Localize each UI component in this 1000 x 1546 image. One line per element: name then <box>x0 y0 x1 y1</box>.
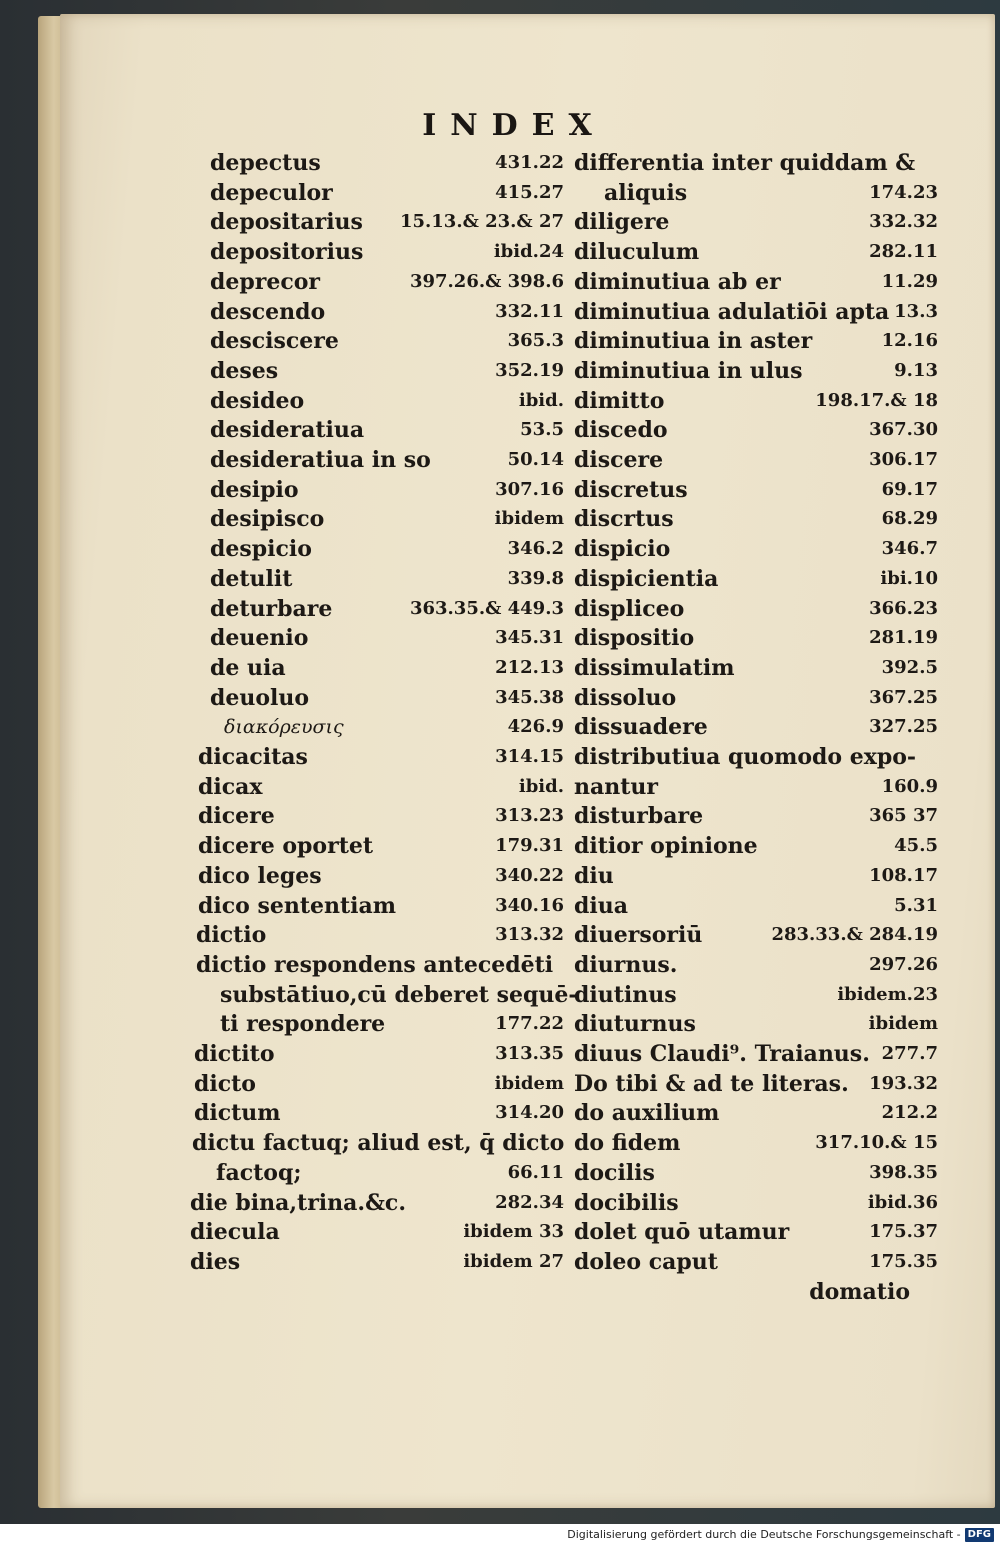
left-index-ref: ibid.24 <box>493 241 564 262</box>
dfg-logo: DFG <box>965 1528 994 1542</box>
left-index-term: dico leges <box>198 863 322 889</box>
left-index-term: desideratiua <box>210 417 365 443</box>
right-index-term: diligere <box>574 209 670 235</box>
left-index-ref: 397.26.& 398.6 <box>409 271 564 292</box>
left-index-ref: ibid. <box>518 776 564 797</box>
right-index-ref: 346.7 <box>881 538 938 559</box>
right-index-term: diu <box>574 863 614 889</box>
right-index-term: dissoluo <box>574 685 677 711</box>
left-index-term: dicacitas <box>198 744 308 770</box>
left-index-ref: 313.23 <box>495 805 564 826</box>
right-index-term: disturbare <box>574 803 704 829</box>
left-index-term: substātiuo,cū deberet sequē- <box>220 982 578 1008</box>
right-index-term: diua <box>574 893 628 919</box>
left-index-term: descendo <box>210 299 326 325</box>
right-index-term: dolet quō utamur <box>574 1219 790 1245</box>
right-index-ref: 283.33.& 284.19 <box>771 924 938 945</box>
right-index-term: doleo caput <box>574 1249 718 1275</box>
left-index-term: desipisco <box>210 506 325 532</box>
right-index-term: docibilis <box>574 1190 679 1216</box>
left-index-term: dicere <box>198 803 275 829</box>
right-index-ref: 198.17.& 18 <box>815 390 938 411</box>
right-index-ref: 5.31 <box>894 895 938 916</box>
right-index-term: diutinus <box>574 982 677 1008</box>
left-index-ref: 53.5 <box>520 419 564 440</box>
left-index-ref: 426.9 <box>507 716 564 737</box>
right-index-ref: 13.3 <box>894 301 938 322</box>
left-index-term: desipio <box>210 477 299 503</box>
left-index-term: dictito <box>194 1041 275 1067</box>
left-index-ref: 314.20 <box>495 1102 564 1123</box>
left-index-ref: 346.2 <box>507 538 564 559</box>
left-index-ref: ibid. <box>518 390 564 411</box>
right-index-term: diminutiua in ulus <box>574 358 803 384</box>
left-index-ref: 282.34 <box>495 1192 564 1213</box>
right-index-term: dissuadere <box>574 714 708 740</box>
left-index-ref: 340.22 <box>495 865 564 886</box>
left-index-term: desciscere <box>210 328 339 354</box>
right-index-ref: 297.26 <box>869 954 938 975</box>
right-index-term: aliquis <box>604 180 688 206</box>
left-index-term: deuoluo <box>210 685 310 711</box>
left-index-term: deprecor <box>210 269 321 295</box>
right-index-ref: 193.32 <box>869 1073 938 1094</box>
left-index-term: dictio respondens antecedēti <box>196 952 554 978</box>
right-index-ref: 332.32 <box>869 211 938 232</box>
left-index-term: dicax <box>198 774 263 800</box>
right-index-ref: ibi.10 <box>880 568 938 589</box>
left-index-term: depectus <box>210 150 321 176</box>
footer-text: Digitalisierung gefördert durch die Deutsche Forschungsgemeinschaft - <box>567 1528 961 1541</box>
left-index-term: dies <box>190 1249 241 1275</box>
right-index-term: docilis <box>574 1160 655 1186</box>
left-index-term: diecula <box>190 1219 280 1245</box>
right-index-ref: 367.30 <box>869 419 938 440</box>
right-index-ref: 160.9 <box>881 776 938 797</box>
left-index-term: deses <box>210 358 279 384</box>
right-index-term: do auxilium <box>574 1100 720 1126</box>
right-index-term: discretus <box>574 477 688 503</box>
right-index-ref: 282.11 <box>869 241 938 262</box>
right-index-ref: 398.35 <box>869 1162 938 1183</box>
right-index-ref: 69.17 <box>881 479 938 500</box>
left-index-term: factoq; <box>216 1160 302 1186</box>
right-index-term: dimitto <box>574 388 665 414</box>
left-index-term: dicto <box>194 1071 256 1097</box>
left-index-term: detulit <box>210 566 293 592</box>
right-index-ref: 392.5 <box>881 657 938 678</box>
left-index-term: die bina,trina.&c. <box>190 1190 406 1216</box>
right-index-term: differentia inter quiddam & <box>574 150 916 176</box>
right-index-ref: 365 37 <box>869 805 938 826</box>
right-index-term: diminutiua ab er <box>574 269 781 295</box>
left-index-term: διακόρευσις <box>224 716 344 738</box>
left-index-ref: 66.11 <box>507 1162 564 1183</box>
right-index-term: ditior opinione <box>574 833 758 859</box>
left-index-term: depositarius <box>210 209 363 235</box>
right-index-term: discrtus <box>574 506 674 532</box>
right-index-ref: 277.7 <box>881 1043 938 1064</box>
left-index-ref: 179.31 <box>495 835 564 856</box>
right-index-ref: 212.2 <box>881 1102 938 1123</box>
right-index-ref: ibid.36 <box>867 1192 938 1213</box>
right-index-ref: 9.13 <box>894 360 938 381</box>
right-index-ref: 11.29 <box>881 271 938 292</box>
right-index-term: diuersoriū <box>574 922 703 948</box>
right-index-ref: 68.29 <box>881 508 938 529</box>
right-index-ref: 108.17 <box>869 865 938 886</box>
left-index-term: dicere oportet <box>198 833 374 859</box>
right-index-term: displiceo <box>574 596 685 622</box>
right-index-term: nantur <box>574 774 658 800</box>
left-index-ref: ibidem 33 <box>463 1221 564 1242</box>
left-index-term: dictu factuq; aliud est, q̄ dicto <box>192 1130 565 1156</box>
right-index-ref: ibidem <box>868 1013 938 1034</box>
right-index-term: distributiua quomodo expo- <box>574 744 917 770</box>
right-index-ref: 281.19 <box>869 627 938 648</box>
left-index-ref: 50.14 <box>507 449 564 470</box>
right-index-ref: 327.25 <box>869 716 938 737</box>
right-index-term: discere <box>574 447 664 473</box>
page-heading: INDEX <box>422 108 606 143</box>
left-index-ref: 340.16 <box>495 895 564 916</box>
right-index-ref: 12.16 <box>881 330 938 351</box>
left-index-ref: 15.13.& 23.& 27 <box>399 211 564 232</box>
right-index-ref: 367.25 <box>869 687 938 708</box>
left-index-ref: ibidem <box>494 1073 564 1094</box>
right-index-term: diminutiua adulatiōi apta <box>574 299 890 325</box>
left-index-ref: 313.32 <box>495 924 564 945</box>
right-index-term: dispicientia <box>574 566 719 592</box>
right-index-term: Do tibi & ad te literas. <box>574 1071 849 1097</box>
right-index-ref: 306.17 <box>869 449 938 470</box>
left-index-ref: 177.22 <box>495 1013 564 1034</box>
left-index-ref: 313.35 <box>495 1043 564 1064</box>
left-index-term: de uia <box>210 655 286 681</box>
right-index-ref: 317.10.& 15 <box>815 1132 938 1153</box>
left-index-ref: 314.15 <box>495 746 564 767</box>
right-index-term: discedo <box>574 417 668 443</box>
left-index-ref: 345.31 <box>495 627 564 648</box>
left-index-ref: 365.3 <box>507 330 564 351</box>
left-index-term: dictum <box>194 1100 281 1126</box>
left-index-ref: 431.22 <box>495 152 564 173</box>
left-index-ref: 339.8 <box>507 568 564 589</box>
right-index-term: dissimulatim <box>574 655 735 681</box>
catchword: domatio <box>809 1279 910 1305</box>
left-index-ref: 212.13 <box>495 657 564 678</box>
left-index-term: desideo <box>210 388 305 414</box>
right-index-ref: 175.37 <box>869 1221 938 1242</box>
left-index-term: dictio <box>196 922 267 948</box>
left-index-term: dico sententiam <box>198 893 397 919</box>
left-index-term: deuenio <box>210 625 309 651</box>
left-index-term: depeculor <box>210 180 333 206</box>
right-index-term: diminutiua in aster <box>574 328 813 354</box>
left-index-term: desideratiua in so <box>210 447 431 473</box>
left-index-ref: 345.38 <box>495 687 564 708</box>
left-index-ref: ibidem <box>494 508 564 529</box>
right-index-term: diuturnus <box>574 1011 696 1037</box>
right-index-term: dispositio <box>574 625 695 651</box>
right-index-ref: ibidem.23 <box>837 984 938 1005</box>
left-index-term: ti respondere <box>220 1011 386 1037</box>
left-index-term: depositorius <box>210 239 364 265</box>
right-index-ref: 174.23 <box>869 182 938 203</box>
right-index-term: diurnus. <box>574 952 678 978</box>
left-index-term: deturbare <box>210 596 333 622</box>
funding-footer <box>0 1524 1000 1546</box>
left-index-term: despicio <box>210 536 312 562</box>
left-index-ref: 307.16 <box>495 479 564 500</box>
right-index-term: do fidem <box>574 1130 681 1156</box>
left-index-ref: 415.27 <box>495 182 564 203</box>
right-index-ref: 175.35 <box>869 1251 938 1272</box>
right-index-term: diluculum <box>574 239 700 265</box>
left-index-ref: 363.35.& 449.3 <box>409 598 564 619</box>
right-index-term: diuus Claudi⁹. Traianus. <box>574 1041 870 1067</box>
left-index-ref: 352.19 <box>495 360 564 381</box>
right-index-term: dispicio <box>574 536 671 562</box>
right-index-ref: 45.5 <box>894 835 938 856</box>
left-index-ref: 332.11 <box>495 301 564 322</box>
left-index-ref: ibidem 27 <box>463 1251 564 1272</box>
right-index-ref: 366.23 <box>869 598 938 619</box>
